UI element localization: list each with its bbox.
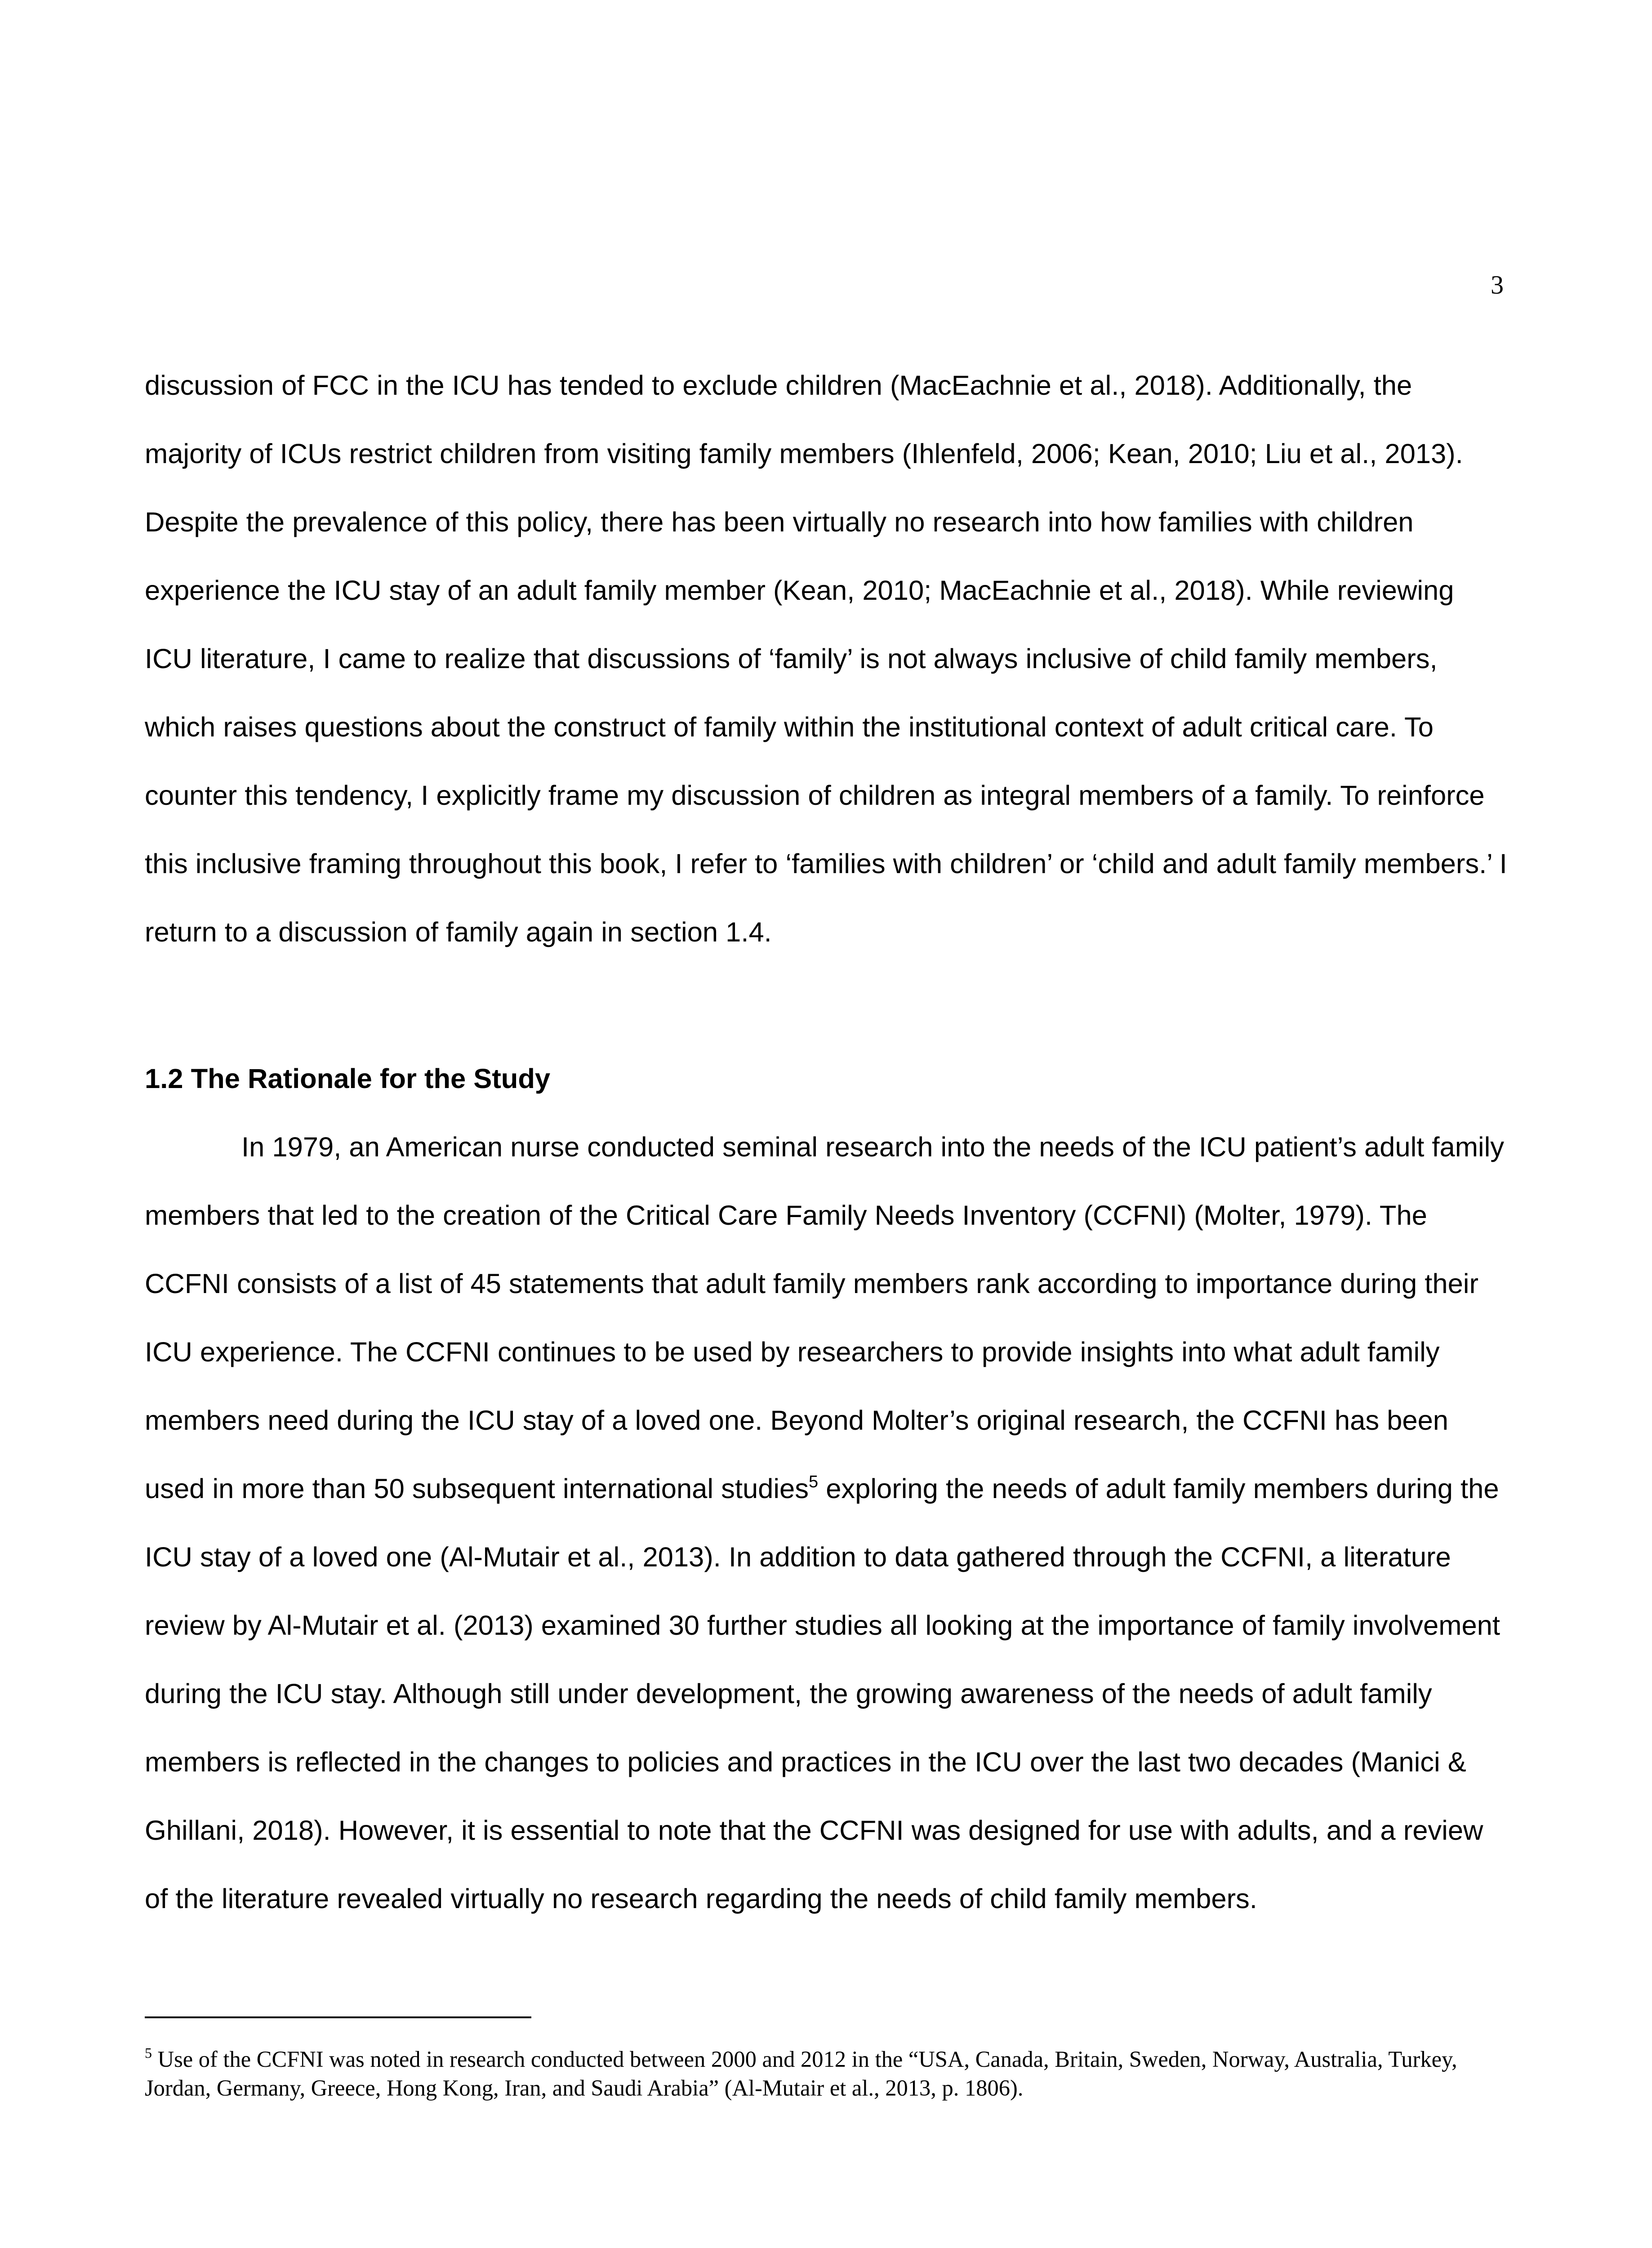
paragraph-text: discussion of FCC in the ICU has tended to exclude children (MacEachnie et al., 2018). Additionally, the majority of ICUs restrict children from visiting family members (Ihlenfeld, 2006; Kean, 2010; Liu et al., 2013). Despite the prevalence of this policy, there has been virtually no research into how families with children experience the ICU stay of an adult family member (Kean, 2010; MacEachnie et al., 2018). While reviewing ICU literature, I came to realize that discussions of ‘family’ is not always inclusive of child family members, which raises questions about the construct of family within the institutional context of adult critical care. To counter this tendency, I explicitly frame my discussion of children as integral members of a family. To reinforce this inclusive framing throughout this book, I refer to ‘families with children’ or ‘child and adult family members.’ I return to a discussion of family again in section 1.4. xyxy=(145,370,1507,948)
footnote-text: Use of the CCFNI was noted in research conducted between 2000 and 2012 in the “USA, Canada, Britain, Sweden, Norway, Australia, Turkey, Jordan, Germany, Greece, Hong Kong, Iran, and Saudi Arabia” (Al-Mutair et al., 2013, p. 1806). xyxy=(145,2047,1457,2101)
footnote xyxy=(145,2045,1511,2102)
footnote-separator xyxy=(145,2016,531,2018)
paragraph-text-part-1: In 1979, an American nurse conducted seminal research into the needs of the ICU patient’s adult family members that led to the creation of the Critical Care Family Needs Inventory (CCFNI) (Molter, 1979). The CCFNI consists of a list of 45 statements that adult family members rank according to importance during their ICU experience. The CCFNI continues to be used by researchers to provide insights into what adult family members need during the ICU stay of a loved one. Beyond Molter’s original research, the CCFNI has been used in more than 50 subsequent international studies xyxy=(145,1132,1505,1504)
section-heading: 1.2 The Rationale for the Study xyxy=(145,1063,551,1094)
page-number: 3 xyxy=(1491,270,1504,299)
paragraph-text xyxy=(145,1113,1509,1933)
paragraph-text-part-2: exploring the needs of adult family members during the ICU stay of a loved one (Al-Mutair et al., 2013). In addition to data gathered through the CCFNI, a literature review by Al-Mutair et al. (2013) examined 30 further studies all looking at the importance of family involvement during the ICU stay. Although still under development, the growing awareness of the needs of adult family members is reflected in the changes to policies and practices in the ICU over the last two decades (Manici & Ghillani, 2018). However, it is essential to note that the CCFNI was designed for use with adults, and a review of the literature revealed virtually no research regarding the needs of child family members. xyxy=(145,1473,1500,1914)
footnote-reference[interactable]: 5 xyxy=(809,1472,819,1491)
paragraph-family-definition xyxy=(145,352,1509,967)
footnote-marker: 5 xyxy=(145,2045,152,2061)
paragraph-rationale xyxy=(145,1113,1509,1933)
